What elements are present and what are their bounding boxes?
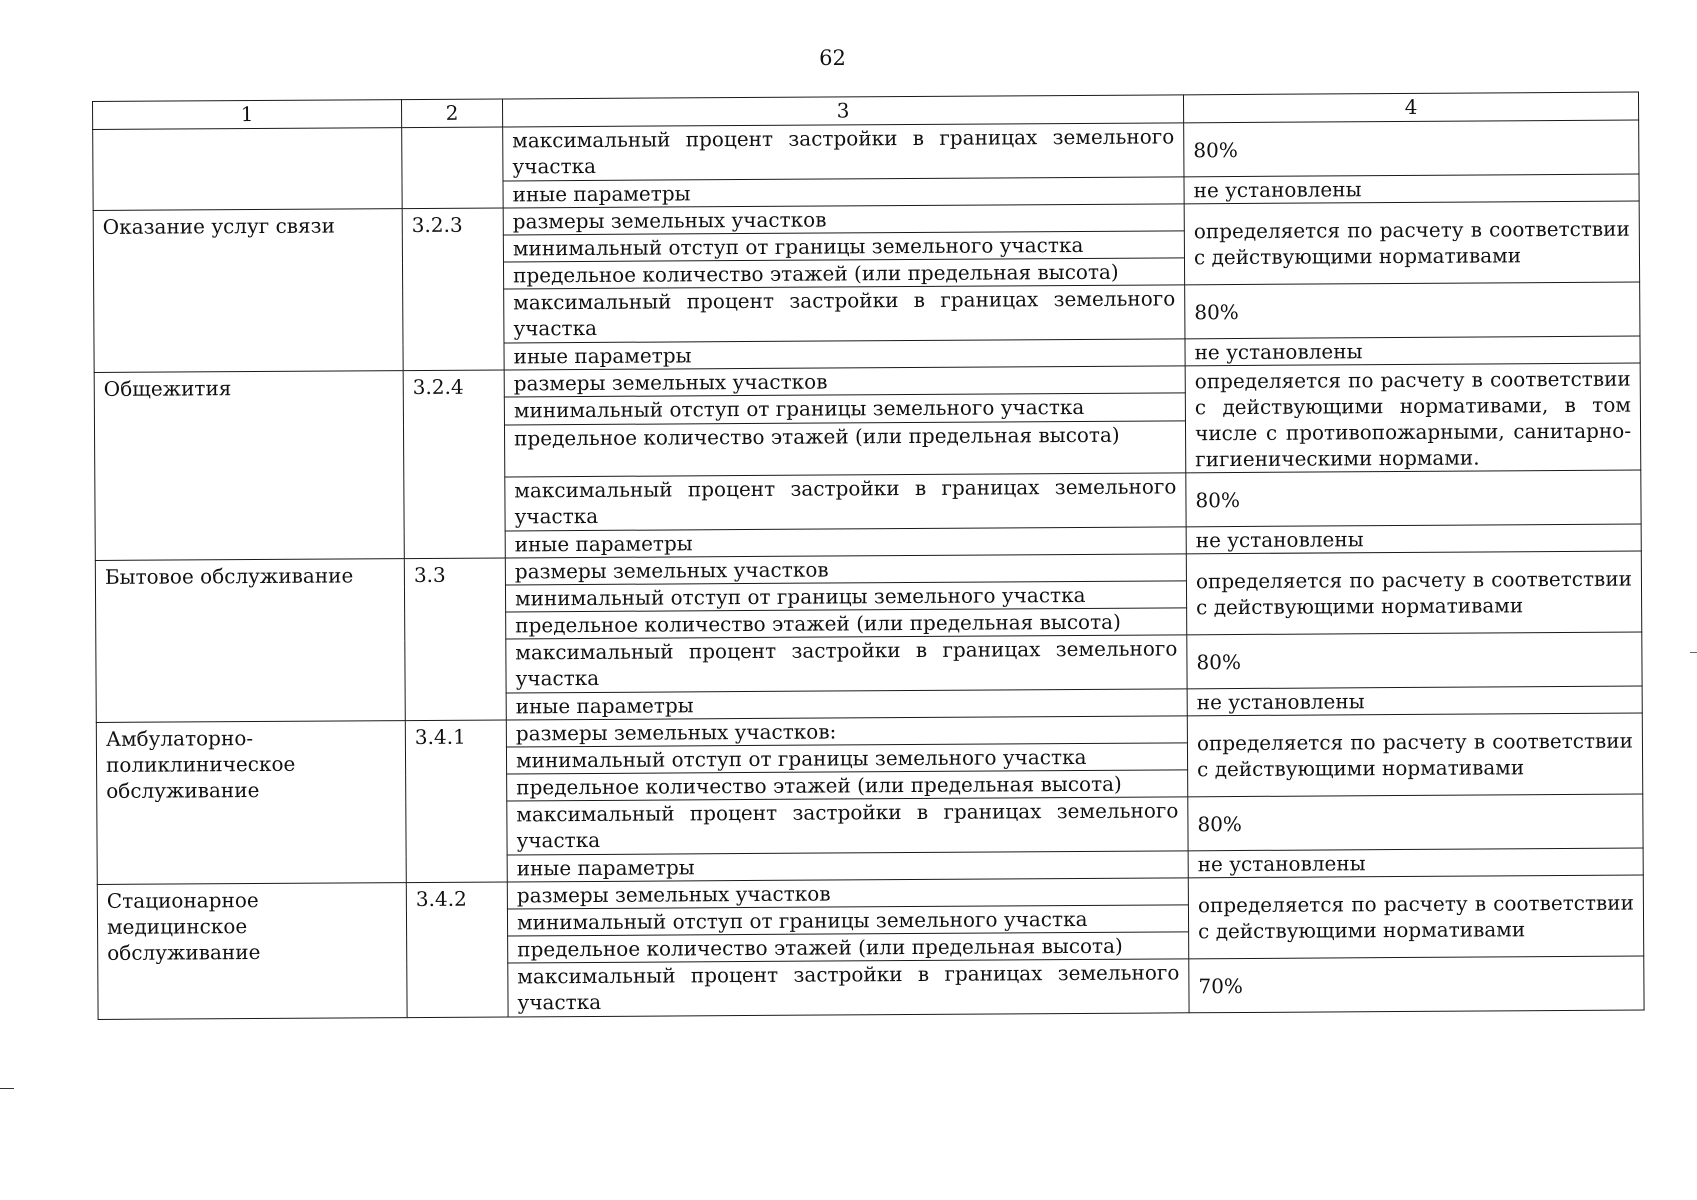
parameter-name: минимальный отступ от границы земельного участка	[506, 743, 1187, 774]
parameter-name: иные параметры	[505, 527, 1186, 558]
column-header-4: 4	[1183, 92, 1638, 123]
use-type-code: 3.4.1	[405, 720, 507, 883]
parameter-name: максимальный процент застройки в границах земельного участка	[503, 123, 1184, 181]
parameter-value: не установлены	[1186, 524, 1641, 554]
use-type-name: Стационарное медицинское обслуживание	[97, 883, 407, 1020]
table-row	[93, 120, 1639, 183]
scan-margin-mark	[1690, 652, 1697, 653]
parameter-name: максимальный процент застройки в границах земельного участка	[505, 473, 1186, 531]
parameter-value: не установлены	[1187, 686, 1642, 716]
parameter-name: максимальный процент застройки в границах земельного участка	[508, 959, 1189, 1017]
parameter-name: предельное количество этажей (или предельная высота)	[504, 420, 1185, 477]
parameter-name: предельное количество этажей (или предельная высота)	[508, 932, 1189, 963]
parameter-name: размеры земельных участков	[507, 878, 1188, 909]
use-type-name	[93, 128, 402, 211]
parameter-name: минимальный отступ от границы земельного участка	[507, 905, 1188, 936]
parameter-value: определяется по расчету в соответствии с действующими нормативами	[1188, 875, 1643, 959]
parameter-value: не установлены	[1185, 336, 1640, 366]
use-type-code: 3.2.3	[402, 208, 504, 371]
parameter-name: максимальный процент застройки в границах земельного участка	[504, 285, 1185, 343]
parameter-name: иные параметры	[507, 851, 1188, 882]
use-type-name: Оказание услуг связи	[93, 209, 403, 373]
use-type-code: 3.2.4	[403, 370, 505, 559]
parameter-name: максимальный процент застройки в границах земельного участка	[506, 635, 1187, 693]
page-number: 62	[819, 46, 846, 70]
parameter-name: иные параметры	[506, 689, 1187, 720]
use-type-code: 3.3	[404, 558, 506, 721]
parameter-name: иные параметры	[503, 177, 1184, 208]
parameter-name: максимальный процент застройки в границах земельного участка	[507, 797, 1188, 855]
column-header-3: 3	[502, 95, 1183, 127]
parameter-value: не установлены	[1184, 174, 1639, 204]
parameter-value: 80%	[1184, 120, 1639, 177]
parameter-name: предельное количество этажей (или предельная высота)	[506, 608, 1187, 639]
parameter-name: размеры земельных участков	[503, 204, 1184, 235]
parameter-name: минимальный отступ от границы земельного участка	[503, 231, 1184, 262]
parameter-name: размеры земельных участков	[505, 554, 1186, 585]
parameter-value: определяется по расчету в соответствии с действующими нормативами	[1186, 551, 1641, 635]
parameter-value: 80%	[1188, 794, 1643, 851]
parameter-value: 80%	[1186, 470, 1641, 527]
parameter-value: определяется по расчету в соответствии с действующими нормативами, в том числе с противопожарными, санитарно-гигиеническими нормами.	[1185, 363, 1641, 473]
use-type-code	[402, 127, 503, 209]
parameter-value: 80%	[1185, 282, 1640, 339]
use-type-name: Амбулаторно-поликлиническое обслуживание	[96, 721, 406, 885]
use-type-code: 3.4.2	[406, 882, 508, 1018]
scan-margin-mark	[0, 1088, 14, 1089]
use-type-name: Общежития	[94, 371, 404, 561]
parameter-name: иные параметры	[504, 339, 1185, 370]
parameter-value: определяется по расчету в соответствии с действующими нормативами	[1187, 713, 1642, 797]
parameter-name: минимальный отступ от границы земельного участка	[504, 393, 1185, 424]
parameter-name: предельное количество этажей (или предельная высота)	[507, 770, 1188, 801]
parameter-name: минимальный отступ от границы земельного участка	[505, 581, 1186, 612]
land-use-parameters-table	[92, 92, 1645, 1020]
column-header-1: 1	[93, 100, 402, 130]
parameter-name: размеры земельных участков	[504, 366, 1185, 397]
parameter-value: не установлены	[1188, 848, 1643, 878]
parameter-value: 80%	[1187, 632, 1642, 689]
use-type-name: Бытовое обслуживание	[95, 559, 405, 723]
parameter-name: предельное количество этажей (или предельная высота)	[503, 258, 1184, 289]
column-header-2: 2	[401, 99, 502, 128]
parameter-value: 70%	[1189, 956, 1644, 1013]
parameter-name: размеры земельных участков:	[506, 716, 1187, 747]
parameter-value: определяется по расчету в соответствии с действующими нормативами	[1184, 201, 1639, 285]
